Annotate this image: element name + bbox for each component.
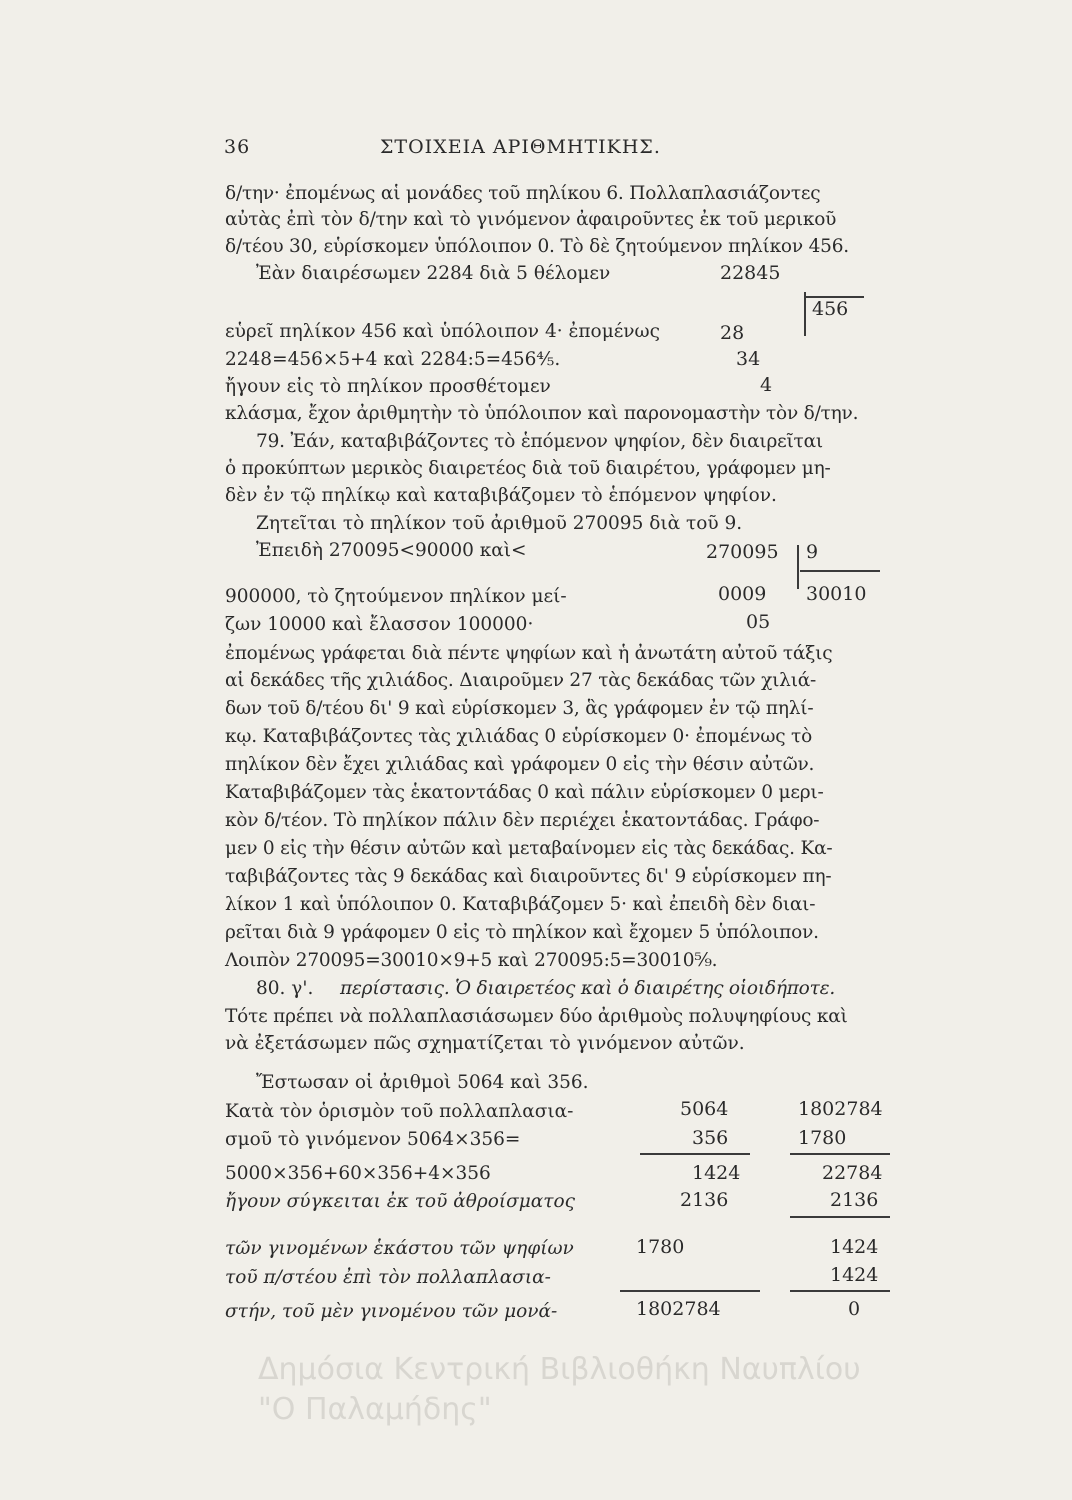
dividend: 270095: [706, 541, 779, 563]
check-value: 1424: [830, 1264, 879, 1286]
division-bar: [797, 545, 799, 589]
remainder: 28: [720, 322, 745, 344]
text-line: 2248=456×5+4 καὶ 2284:5=456⅘.: [225, 349, 561, 370]
text-line: δων τοῦ δ/τέου δι' 9 καὶ εὑρίσκομεν 3, ἃς γράφομεν ἐν τῷ πηλί-: [225, 698, 814, 719]
text-line: ταβιβάζοντες τὰς 9 δεκάδας καὶ διαιροῦντες δι' 9 εὑρίσκομεν πη-: [225, 866, 832, 887]
text-line: στήν, τοῦ μὲν γινομένου τῶν μονά-: [225, 1301, 558, 1322]
page-title: ΣΤΟΙΧΕΙΑ ΑΡΙΘΜΗΤΙΚΗΣ.: [380, 136, 661, 158]
text-line: δ/την· ἐπομένως αἱ μονάδες τοῦ πηλίκου 6. Πολλαπλασιάζοντες: [225, 183, 821, 204]
text-line: τῶν γινομένων ἑκάστου τῶν ψηφίων: [225, 1238, 574, 1259]
quotient: 30010: [806, 583, 867, 605]
text-line: Ἔστωσαν οἱ ἀριθμοὶ 5064 καὶ 356.: [256, 1072, 589, 1093]
text-line: δ/τέου 30, εὑρίσκομεν ὑπόλοιπον 0. Τὸ δὲ ζητούμενον πηλίκον 456.: [225, 236, 849, 257]
text-line: αἱ δεκάδες τῆς χιλιάδος. Διαιροῦμεν 27 τὰς δεκάδας τῶν χιλιά-: [225, 670, 817, 691]
text-line: κῳ. Καταβιβάζοντες τὰς χιλιάδας 0 εὑρίσκομεν 0· ἐπομένως τὸ: [225, 726, 813, 747]
text-line: εὑρεῖ πηλίκον 456 καὶ ὑπόλοιπον 4· ἐπομένως: [225, 321, 660, 342]
text-line: δὲν ἐν τῷ πηλίκῳ καὶ καταβιβάζομεν τὸ ἑπόμενον ψηφίον.: [225, 485, 777, 506]
text-line: σμοῦ τὸ γινόμενον 5064×356=: [225, 1129, 521, 1150]
division-line: [800, 570, 880, 572]
product-total: 1802784: [636, 1298, 721, 1320]
text-line: Ζητεῖται τὸ πηλίκον τοῦ ἀριθμοῦ 270095 διὰ τοῦ 9.: [256, 513, 743, 534]
text-line: ἤγουν εἰς τὸ πηλίκον προσθέτομεν: [225, 376, 551, 397]
text-line: Ἐὰν διαιρέσωμεν 2284 διὰ 5 θέλομεν: [256, 263, 611, 284]
text-line: 79. Ἐάν, καταβιβάζοντες τὸ ἑπόμενον ψηφίον, δὲν διαιρεῖται: [256, 431, 823, 452]
text-line: τοῦ π/στέου ἐπὶ τὸν πολλαπλασια-: [225, 1267, 551, 1288]
partial-product: 1780: [636, 1236, 685, 1258]
text-line: μεν 0 εἰς τὴν θέσιν αὐτῶν καὶ μεταβαίνομεν εἰς τὰς δεκάδας. Κα-: [225, 838, 833, 859]
multiplier: 356: [692, 1127, 729, 1149]
check-value: 0: [848, 1298, 861, 1320]
section-number: 80. γ'.: [256, 978, 314, 999]
text-line: Τότε πρέπει νὰ πολλαπλασιάσωμεν δύο ἀριθμοὺς πολυψηφίους καὶ: [225, 1006, 848, 1027]
remainder: 05: [746, 611, 771, 633]
partial-product: 1424: [692, 1162, 741, 1184]
product-line: [640, 1153, 750, 1155]
text-line: ἤγουν σύγκειται ἐκ τοῦ ἀθροίσματος: [225, 1191, 575, 1212]
text-line: νὰ ἐξετάσωμεν πῶς σχηματίζεται τὸ γινόμενον αὐτῶν.: [225, 1033, 745, 1054]
check-line: [790, 1290, 890, 1292]
text-line: ἐπομένως γράφεται διὰ πέντε ψηφίων καὶ ἡ ἀνωτάτη αὐτοῦ τάξις: [225, 643, 833, 664]
division-bar: [804, 292, 806, 336]
divisor: 9: [806, 541, 819, 563]
check-line: [790, 1216, 890, 1218]
text-line: Λοιπὸν 270095=30010×9+5 καὶ 270095:5=30010⁵⁄₉.: [225, 950, 718, 971]
check-value: 22784: [822, 1162, 883, 1184]
text-line: λίκον 1 καὶ ὑπόλοιπον 0. Καταβιβάζομεν 5· καὶ ἐπειδὴ δὲν διαι-: [225, 894, 816, 915]
check-value: 1802784: [798, 1098, 883, 1120]
text-line: 5000×356+60×356+4×356: [225, 1163, 491, 1184]
divisor: 456: [812, 298, 849, 320]
text-line: αὐτὰς ἐπὶ τὸν δ/την καὶ τὸ γινόμενον ἀφαιροῦντες ἐκ τοῦ μερικοῦ: [225, 209, 837, 230]
section-heading: περίστασις. Ὁ διαιρετέος καὶ ὁ διαιρέτης οἱοιδήποτε.: [340, 978, 836, 999]
text-line: Ἐπειδὴ 270095<90000 καὶ<: [256, 540, 527, 561]
text-line: Καταβιβάζομεν τὰς ἑκατοντάδας 0 καὶ πάλιν εὑρίσκομεν 0 μερι-: [225, 782, 824, 803]
text-line: κλάσμα, ἔχον ἀριθμητὴν τὸ ὑπόλοιπον καὶ παρονομαστὴν τὸν δ/την.: [225, 403, 859, 424]
library-watermark-sub: "Ο Παλαμήδης": [258, 1392, 492, 1427]
sum-line: [620, 1290, 760, 1292]
dividend: 22845: [720, 262, 781, 284]
remainder: 34: [736, 348, 761, 370]
remainder: 4: [760, 374, 773, 396]
text-line: ζων 10000 καὶ ἔλασσον 100000·: [225, 614, 534, 635]
text-line: κὸν δ/τέον. Τὸ πηλίκον πάλιν δὲν περιέχει ἑκατοντάδας. Γράφο-: [225, 810, 820, 831]
text-line: Κατὰ τὸν ὁρισμὸν τοῦ πολλαπλασια-: [225, 1101, 574, 1122]
check-value: 1780: [798, 1127, 847, 1149]
text-line: ρεῖται διὰ 9 γράφομεν 0 εἰς τὸ πηλίκον καὶ ἔχομεν 5 ὑπόλοιπον.: [225, 922, 819, 943]
check-line: [790, 1153, 890, 1155]
check-value: 1424: [830, 1236, 879, 1258]
library-watermark: Δημόσια Κεντρική Βιβλιοθήκη Ναυπλίου: [258, 1352, 861, 1387]
multiplicand: 5064: [680, 1098, 729, 1120]
page-number: 36: [224, 136, 251, 158]
text-line: 900000, τὸ ζητούμενον πηλίκον μεί-: [225, 586, 567, 607]
partial-product: 2136: [680, 1189, 729, 1211]
remainder: 0009: [718, 583, 767, 605]
text-line: πηλίκον δὲν ἔχει χιλιάδας καὶ γράφομεν 0 εἰς τὴν θέσιν αὐτῶν.: [225, 754, 815, 775]
check-value: 2136: [830, 1189, 879, 1211]
text-line: ὁ προκύπτων μερικὸς διαιρετέος διὰ τοῦ διαιρέτου, γράφομεν μη-: [225, 458, 831, 479]
